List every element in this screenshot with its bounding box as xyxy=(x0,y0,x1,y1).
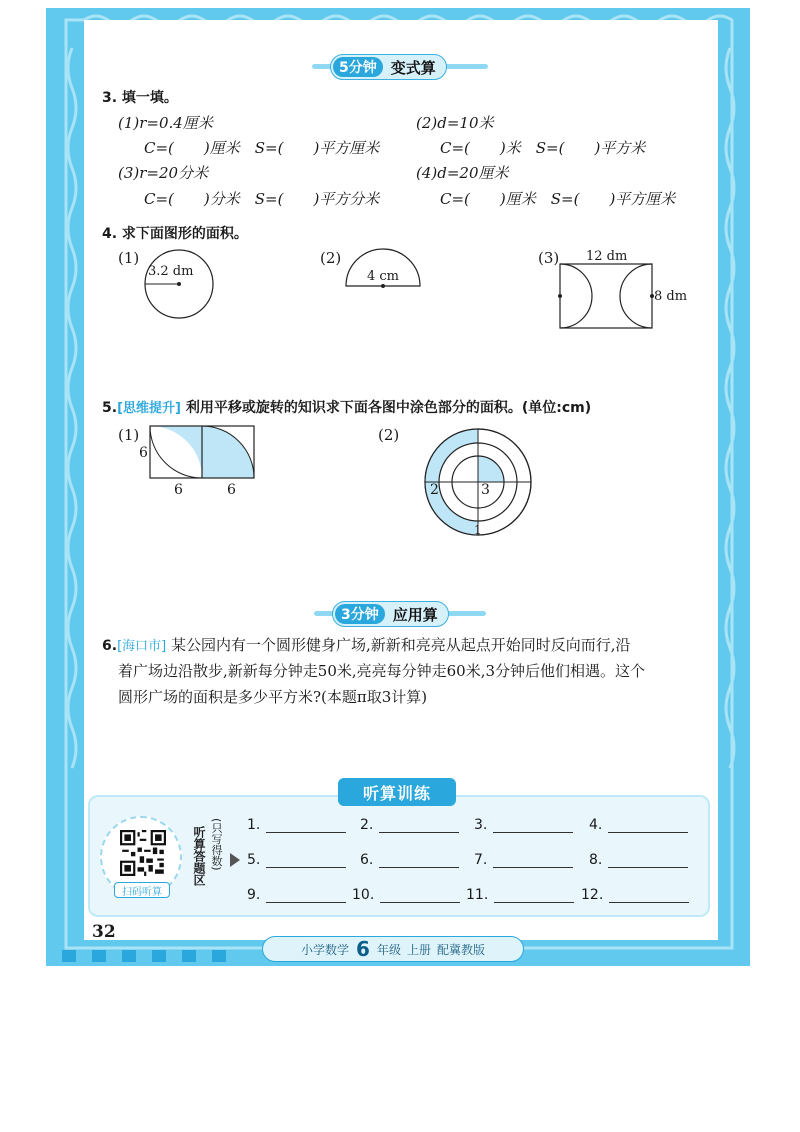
q3-part3-answer: C=( )分米 S=( )平方分米 xyxy=(144,190,380,208)
qr-code-icon[interactable] xyxy=(120,830,166,876)
q6-tag: [海口市] xyxy=(117,639,167,654)
q3-part4-answer: C=( )厘米 S=( )平方厘米 xyxy=(440,190,676,208)
q3-part2-answer: C=( )米 S=( )平方米 xyxy=(440,139,646,157)
answer-line-2[interactable]: 2. xyxy=(360,817,459,833)
footer-edition: 配冀教版 xyxy=(436,942,485,957)
answer-line-9[interactable]: 9. xyxy=(247,887,346,903)
banner-pill xyxy=(332,601,449,627)
answer-line-10[interactable]: 10. xyxy=(352,887,460,903)
answer-line-8[interactable]: 8. xyxy=(589,852,688,868)
footer-stripes xyxy=(62,950,252,962)
section-banner-5min xyxy=(330,54,447,80)
q3-part4: (4)d=20厘米 xyxy=(416,164,509,182)
q4-fig3-label: (3) xyxy=(538,249,560,267)
banner-number: 5分钟 xyxy=(333,57,383,77)
qr-scan-label: 扫码听算 xyxy=(114,882,170,898)
q4-heading: 4. 求下面图形的面积。 xyxy=(102,226,248,242)
q5-fig1-label: (1) xyxy=(118,426,140,444)
answer-line-1[interactable]: 1. xyxy=(247,817,346,833)
answer-zone-label: 听算答题区 xyxy=(192,826,206,886)
page-number: 32 xyxy=(92,922,116,942)
answer-line-5[interactable]: 5. xyxy=(247,852,346,868)
q4-fig1-radius: 3.2 dm xyxy=(148,264,194,279)
q5-fig2-label-b: 3 xyxy=(481,482,490,498)
q5-tag: [思维提升] xyxy=(117,401,181,416)
q3-part3: (3)r=20分米 xyxy=(118,164,209,182)
q6-text1: 某公园内有一个圆形健身广场,新新和亮亮从起点开始同时反向而行,沿 xyxy=(171,636,631,654)
q5-fig1-height: 6 xyxy=(139,445,148,461)
q6-line3: 圆形广场的面积是多少平方米?(本题π取3计算) xyxy=(118,688,428,706)
q4-fig2-label: (2) xyxy=(320,249,342,267)
footer-book-info xyxy=(262,936,524,962)
q4-fig3-width: 12 dm xyxy=(586,249,628,264)
answer-line-12[interactable]: 12. xyxy=(581,887,689,903)
q4-fig3-height: 8 dm xyxy=(654,289,688,304)
answer-line-4[interactable]: 4. xyxy=(589,817,688,833)
banner-title: 应用算 xyxy=(392,605,438,624)
footer-term: 上册 xyxy=(406,942,431,957)
q5-text: 利用平移或旋转的知识求下面各图中涂色部分的面积。(单位:cm) xyxy=(185,400,592,416)
q6-line2: 着广场边沿散步,新新每分钟走50米,亮亮每分钟走60米,3分钟后他们相遇。这个 xyxy=(118,662,646,680)
listening-title: 听算训练 xyxy=(338,778,456,806)
footer-grade: 年级 xyxy=(376,942,401,957)
answer-line-11[interactable]: 11. xyxy=(466,887,574,903)
q5-fig1-width1: 6 xyxy=(174,482,183,498)
q4-rect-semicircles-figure xyxy=(556,262,656,330)
footer-subject: 小学数学 xyxy=(301,942,350,957)
q3-part2: (2)d=10米 xyxy=(416,114,494,132)
q3-part1: (1)r=0.4厘米 xyxy=(118,114,213,132)
q5-number: 5. xyxy=(102,400,118,416)
banner-title: 变式算 xyxy=(390,58,436,77)
play-arrow-icon xyxy=(230,853,240,867)
q4-fig2-diameter: 4 cm xyxy=(367,269,400,284)
q5-fig1-width2: 6 xyxy=(227,482,236,498)
footer-grade-number: 6 xyxy=(356,937,370,961)
q5-fig2-label-c: 1 xyxy=(474,523,482,537)
q5-fig2-label: (2) xyxy=(378,426,400,444)
q4-circle-figure xyxy=(140,248,220,324)
q6-line1 xyxy=(102,635,631,657)
q5-fig2-label-a: 2 xyxy=(430,482,439,498)
section-banner-3min xyxy=(332,601,449,627)
answer-zone-note: (只写得数) xyxy=(210,818,223,871)
banner-pill xyxy=(330,54,447,80)
answer-line-7[interactable]: 7. xyxy=(474,852,573,868)
q5-heading xyxy=(102,398,591,419)
q3-heading: 3. 填一填。 xyxy=(102,90,178,106)
answer-line-6[interactable]: 6. xyxy=(360,852,459,868)
q6-number: 6. xyxy=(102,638,118,654)
q3-part1-answer: C=( )厘米 S=( )平方厘米 xyxy=(144,139,380,157)
q4-fig1-label: (1) xyxy=(118,249,140,267)
q5-quarter-circles-figure xyxy=(148,424,258,482)
banner-number: 3分钟 xyxy=(335,604,385,624)
answer-line-3[interactable]: 3. xyxy=(474,817,573,833)
